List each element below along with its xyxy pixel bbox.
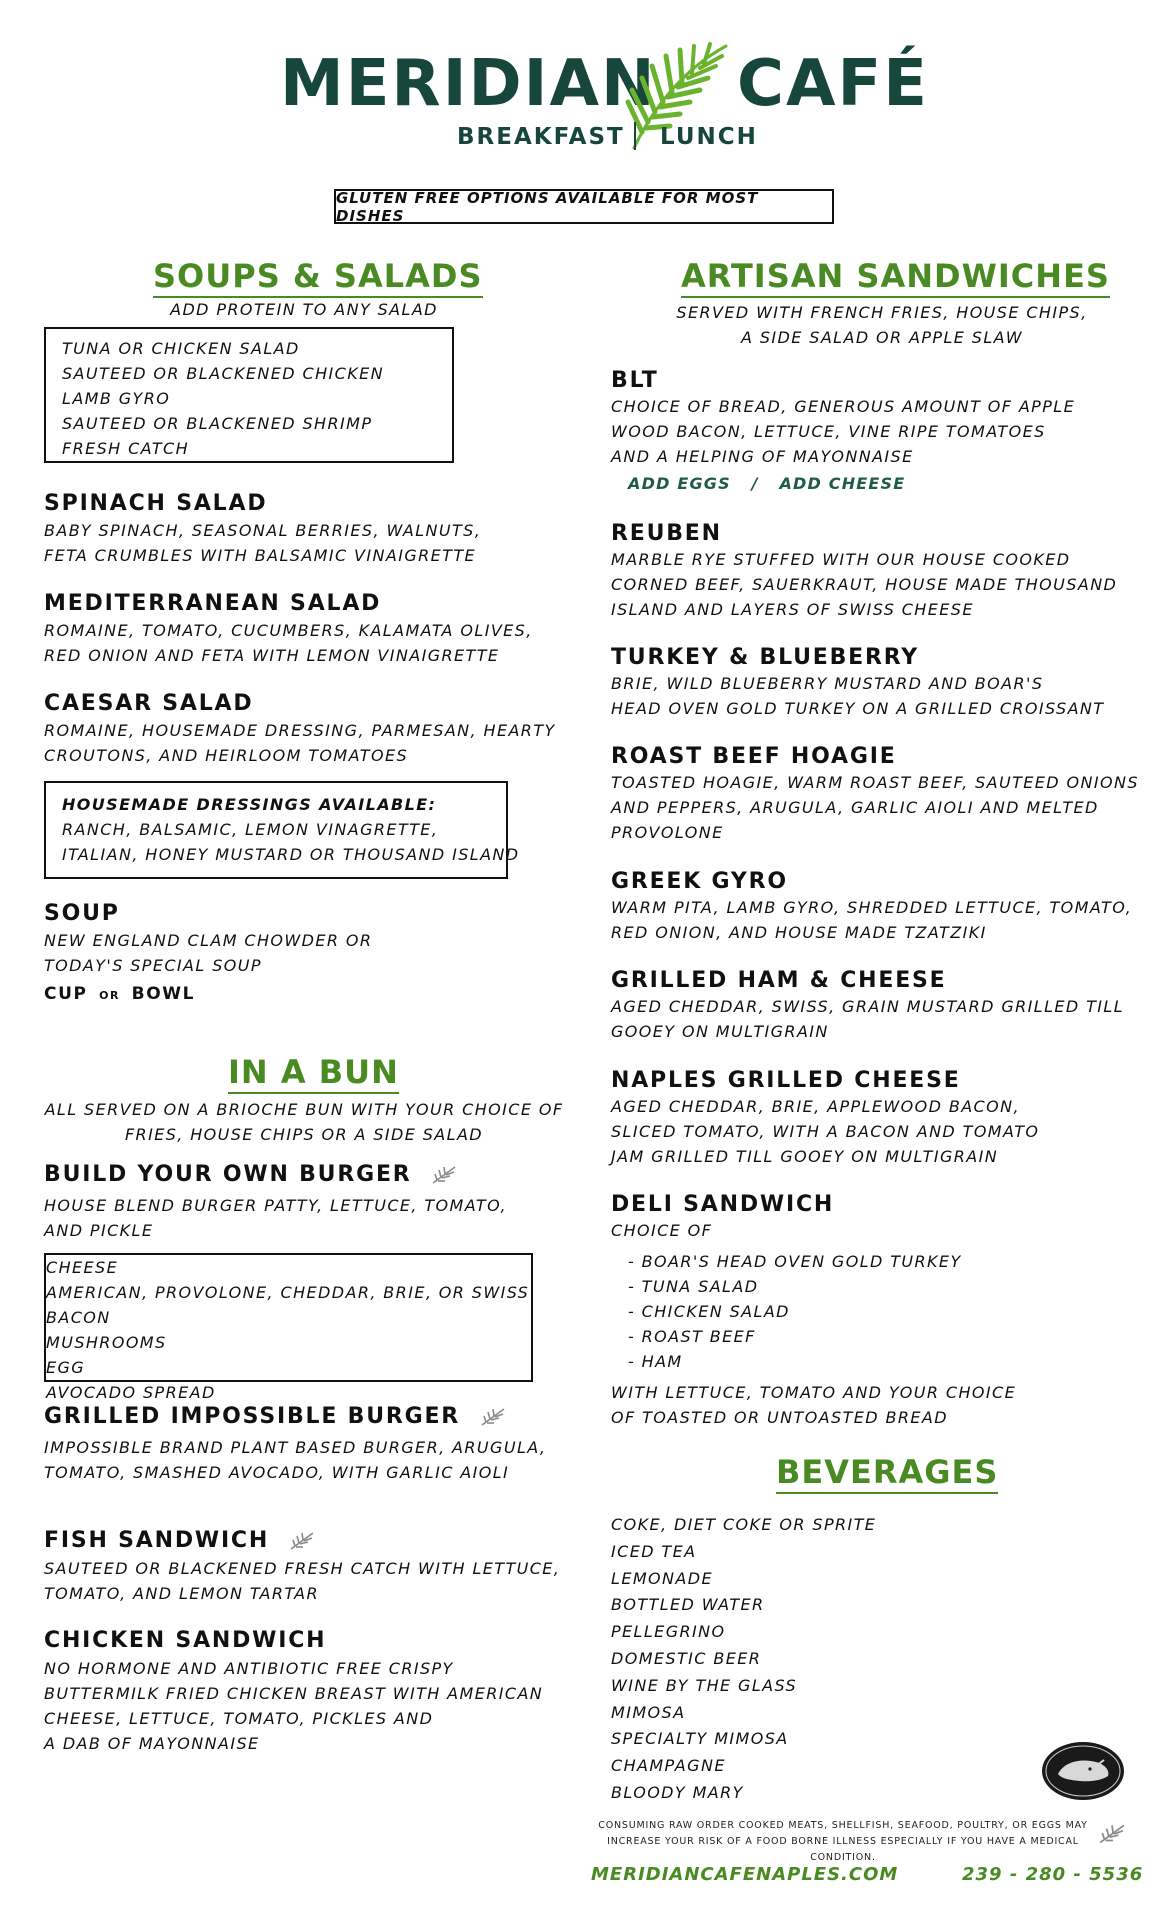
- list-item: BLOODY MARY: [611, 1782, 744, 1802]
- phone-number[interactable]: 239 - 280 - 5536: [962, 1864, 1144, 1885]
- deli-closing: WITH LETTUCE, TOMATO AND YOUR CHOICE OF TOASTED OR UNTOASTED BREAD: [611, 1383, 1017, 1427]
- list-item: COKE, DIET COKE OR SPRITE: [611, 1515, 877, 1534]
- protein-option: SAUTEED OR BLACKENED CHICKEN: [62, 364, 384, 383]
- list-item: ICED TEA: [611, 1541, 697, 1561]
- deli-intro: CHOICE OF: [611, 1221, 713, 1240]
- addon-mushrooms: MUSHROOMS: [46, 1333, 167, 1352]
- protein-option: LAMB GYRO: [62, 389, 171, 408]
- protein-option: FRESH CATCH: [62, 439, 190, 458]
- roast-beef-hoagie-title: ROAST BEEF HOAGIE: [611, 744, 897, 769]
- build-your-own-burger-desc: HOUSE BLEND BURGER PATTY, LETTUCE, TOMATO, AND PICKLE: [44, 1196, 507, 1240]
- list-item: MIMOSA: [611, 1702, 686, 1722]
- food-safety-warning: CONSUMING RAW ORDER COOKED MEATS, SHELLFISH, SEAFOOD, POULTRY, OR EGGS MAY INCREASE YOUR RISK OF A FOOD BORNE ILLNESS ESPECIALLY IF YOU HAVE A MEDICAL CONDITION.: [598, 1820, 1088, 1863]
- roast-beef-hoagie-desc: TOASTED HOAGIE, WARM ROAST BEEF, SAUTEED ONIONS AND PEPPERS, ARUGULA, GARLIC AIOLI AND MELTED PROVOLONE: [611, 773, 1139, 842]
- sandwich-sides-note: SERVED WITH FRENCH FRIES, HOUSE CHIPS, A SIDE SALAD OR APPLE SLAW: [676, 303, 1088, 347]
- list-item: - HAM: [628, 1352, 683, 1371]
- addon-cheese: CHEESE: [46, 1258, 119, 1277]
- blt-addons: ADD EGGS / ADD CHEESE: [628, 474, 906, 493]
- turkey-blueberry-title: TURKEY & BLUEBERRY: [611, 645, 920, 670]
- blt-desc: CHOICE OF BREAD, GENEROUS AMOUNT OF APPLE WOOD BACON, LETTUCE, VINE RIPE TOMATOES AND A HELPING OF MAYONNAISE: [611, 397, 1076, 466]
- website-link[interactable]: MERIDIANCAFENAPLES.COM: [591, 1864, 899, 1885]
- list-item: - BOAR'S HEAD OVEN GOLD TURKEY: [628, 1252, 962, 1271]
- leaf-icon: [431, 1165, 457, 1185]
- greek-gyro-title: GREEK GYRO: [611, 869, 788, 894]
- addon-egg: EGG: [46, 1358, 86, 1377]
- boars-head-logo-icon: [1040, 1740, 1126, 1802]
- turkey-blueberry-desc: BRIE, WILD BLUEBERRY MUSTARD AND BOAR'S HEAD OVEN GOLD TURKEY ON A GRILLED CROISSANT: [611, 674, 1105, 718]
- fish-sandwich-desc: SAUTEED OR BLACKENED FRESH CATCH WITH LETTUCE, TOMATO, AND LEMON TARTAR: [44, 1559, 561, 1603]
- in-a-bun-note: ALL SERVED ON A BRIOCHE BUN WITH YOUR CHOICE OF FRIES, HOUSE CHIPS OR A SIDE SALAD: [44, 1100, 564, 1144]
- protein-option: SAUTEED OR BLACKENED SHRIMP: [62, 414, 373, 433]
- mediterranean-salad-title: MEDITERRANEAN SALAD: [44, 591, 382, 616]
- breakfast-label: BREAKFAST: [457, 124, 625, 150]
- list-item: LEMONADE: [611, 1568, 713, 1588]
- add-protein-note: ADD PROTEIN TO ANY SALAD: [170, 300, 438, 319]
- list-item: - ROAST BEEF: [628, 1327, 756, 1346]
- chicken-sandwich-desc: NO HORMONE AND ANTIBIOTIC FREE CRISPY BUTTERMILK FRIED CHICKEN BREAST WITH AMERICAN CHEESE, LETTUCE, TOMATO, PICKLES AND A DAB OF MAYONNAISE: [44, 1659, 544, 1753]
- caesar-salad-desc: ROMAINE, HOUSEMADE DRESSING, PARMESAN, HEARTY CROUTONS, AND HEIRLOOM TOMATOES: [44, 721, 556, 765]
- lunch-label: LUNCH: [660, 124, 758, 150]
- brand-name-right: CAFÉ: [737, 47, 929, 121]
- beverages-title: BEVERAGES: [776, 1456, 998, 1494]
- reuben-title: REUBEN: [611, 521, 722, 546]
- chicken-sandwich-title: CHICKEN SANDWICH: [44, 1628, 327, 1653]
- blt-title: BLT: [611, 368, 659, 393]
- brand-name-left: MERIDIAN: [280, 47, 657, 121]
- soup-desc: NEW ENGLAND CLAM CHOWDER OR TODAY'S SPECIAL SOUP: [44, 931, 373, 975]
- greek-gyro-desc: WARM PITA, LAMB GYRO, SHREDDED LETTUCE, TOMATO, RED ONION, AND HOUSE MADE TZATZIKI: [611, 898, 1133, 942]
- in-a-bun-title: IN A BUN: [228, 1056, 399, 1094]
- naples-grilled-cheese-desc: AGED CHEDDAR, BRIE, APPLEWOOD BACON, SLICED TOMATO, WITH A BACON AND TOMATO JAM GRILLED TILL GOOEY ON MULTIGRAIN: [611, 1097, 1040, 1166]
- naples-grilled-cheese-title: NAPLES GRILLED CHEESE: [611, 1068, 961, 1093]
- deli-sandwich-title: DELI SANDWICH: [611, 1192, 835, 1217]
- fish-sandwich-title: FISH SANDWICH: [44, 1530, 315, 1552]
- leaf-icon: [480, 1407, 506, 1427]
- deli-options: [628, 1249, 962, 1374]
- addon-bacon: BACON: [46, 1308, 111, 1327]
- add-cheese-option: ADD CHEESE: [779, 474, 906, 493]
- add-eggs-option: ADD EGGS: [628, 474, 731, 493]
- mediterranean-salad-desc: ROMAINE, TOMATO, CUCUMBERS, KALAMATA OLIVES, RED ONION AND FETA WITH LEMON VINAIGRETTE: [44, 621, 533, 665]
- caesar-salad-title: CAESAR SALAD: [44, 691, 254, 716]
- leaf-icon: [289, 1531, 315, 1551]
- gluten-free-note: GLUTEN FREE OPTIONS AVAILABLE FOR MOST DISHES: [334, 189, 834, 224]
- impossible-burger-title: GRILLED IMPOSSIBLE BURGER: [44, 1406, 506, 1428]
- list-item: BOTTLED WATER: [611, 1595, 765, 1615]
- impossible-burger-desc: IMPOSSIBLE BRAND PLANT BASED BURGER, ARUGULA, TOMATO, SMASHED AVOCADO, WITH GARLIC AIOLI: [44, 1438, 547, 1482]
- list-item: CHAMPAGNE: [611, 1756, 726, 1776]
- soup-title: SOUP: [44, 901, 120, 926]
- protein-options-box: [44, 327, 454, 463]
- dressings-box: HOUSEMADE DRESSINGS AVAILABLE: RANCH, BALSAMIC, LEMON VINAGRETTE, ITALIAN, HONEY MUSTARD OR THOUSAND ISLAND: [44, 781, 508, 879]
- list-item: SPECIALTY MIMOSA: [611, 1729, 789, 1749]
- addon-avocado: AVOCADO SPREAD: [46, 1383, 216, 1402]
- leaf-icon: [1098, 1822, 1126, 1846]
- build-your-own-burger-title: BUILD YOUR OWN BURGER: [44, 1164, 457, 1186]
- burger-addons-box: [44, 1253, 533, 1402]
- list-item: - CHICKEN SALAD: [628, 1302, 790, 1321]
- grilled-ham-cheese-title: GRILLED HAM & CHEESE: [611, 968, 947, 993]
- grilled-ham-cheese-desc: AGED CHEDDAR, SWISS, GRAIN MUSTARD GRILLED TILL GOOEY ON MULTIGRAIN: [611, 997, 1125, 1041]
- cup-or-bowl: CUP OR BOWL: [44, 984, 196, 1004]
- dressings-title: HOUSEMADE DRESSINGS AVAILABLE:: [62, 795, 437, 814]
- addon-cheese-options: AMERICAN, PROVOLONE, CHEDDAR, BRIE, OR SWISS: [46, 1283, 530, 1302]
- soups-salads-title: SOUPS & SALADS: [153, 260, 483, 298]
- reuben-desc: MARBLE RYE STUFFED WITH OUR HOUSE COOKED CORNED BEEF, SAUERKRAUT, HOUSE MADE THOUSAND ISLAND AND LAYERS OF SWISS CHEESE: [611, 550, 1118, 619]
- list-item: DOMESTIC BEER: [611, 1648, 762, 1668]
- artisan-sandwiches-title: ARTISAN SANDWICHES: [681, 260, 1110, 298]
- beverages-list: [611, 1512, 876, 1807]
- list-item: - TUNA SALAD: [628, 1277, 759, 1296]
- list-item: PELLEGRINO: [611, 1622, 726, 1642]
- list-item: WINE BY THE GLASS: [611, 1675, 798, 1695]
- spinach-salad-title: SPINACH SALAD: [44, 491, 268, 516]
- spinach-salad-desc: BABY SPINACH, SEASONAL BERRIES, WALNUTS, FETA CRUMBLES WITH BALSAMIC VINAIGRETTE: [44, 521, 482, 565]
- protein-option: TUNA OR CHICKEN SALAD: [62, 339, 300, 358]
- logo-divider: [634, 122, 636, 150]
